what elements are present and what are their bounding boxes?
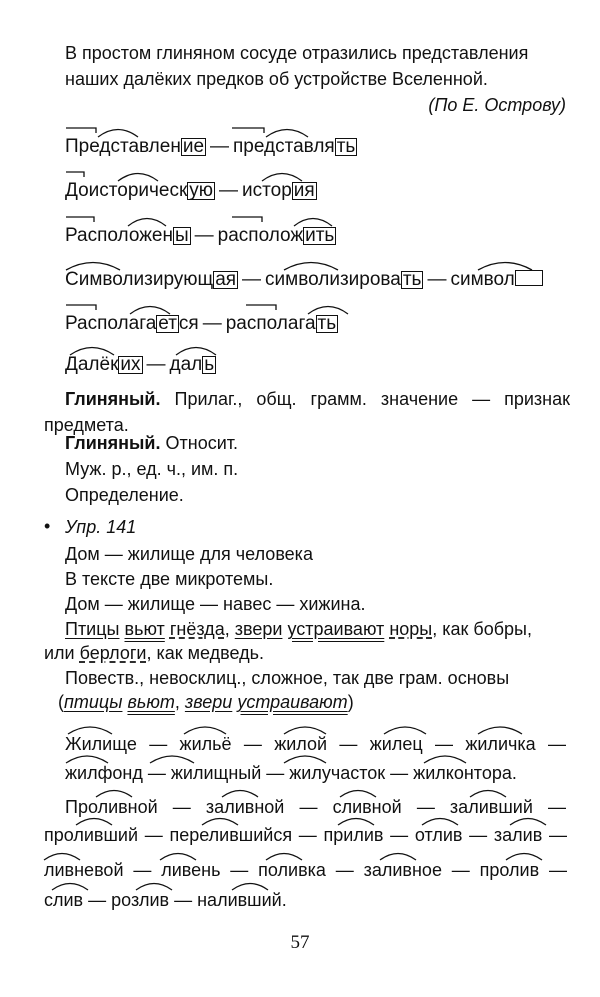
- bullet-icon: •: [44, 516, 51, 536]
- liv-line-1: Проливной — заливной — сливной — заливший —: [65, 797, 566, 817]
- wf-word-a: Представлен: [65, 136, 181, 157]
- sentence-text: , как бобры,: [432, 619, 532, 639]
- sentence-text: или: [44, 643, 75, 663]
- wf-word-b: располож: [217, 225, 304, 246]
- parse-line-1: Повеств., невосклиц., сложное, так две грам. основы: [65, 668, 510, 688]
- prefix-mark: [66, 172, 84, 177]
- dash: —: [202, 313, 222, 334]
- wf-word-b: истор: [242, 180, 292, 201]
- predicate: устраивают: [287, 619, 385, 639]
- sentence-line-2: [44, 640, 549, 666]
- quote-author: (По Е. Острову): [428, 95, 566, 115]
- wf-word-a: Расположен: [65, 225, 173, 246]
- analysis-word: Глиняный.: [65, 389, 161, 409]
- liv-line-3: ливневой — ливень — поливка — заливное — пролив —: [44, 860, 567, 880]
- wf-row-4: [65, 267, 543, 293]
- zero-ending-box: [515, 270, 543, 286]
- quote-line-1: В простом глиняном сосуде отразились представления: [65, 43, 529, 63]
- analysis-line-1: [65, 386, 570, 412]
- ending-box: ы: [174, 225, 189, 246]
- quote-line-2: наших далёких предков об устройстве Вселенной.: [65, 69, 488, 89]
- prefix-mark: [66, 128, 96, 133]
- ending-box: ет: [158, 313, 177, 334]
- prefix-mark: [246, 305, 276, 310]
- analysis-line-5: Определение.: [65, 485, 184, 505]
- dash: —: [219, 180, 239, 201]
- wf-row-3: [65, 223, 336, 249]
- wf-word-b: располага: [225, 313, 316, 334]
- analysis-text: Относит.: [165, 433, 239, 453]
- analysis-line-3: [65, 430, 570, 456]
- dash: —: [194, 225, 214, 246]
- subject: звери: [184, 692, 233, 712]
- wf-word-a: Символизирующ: [65, 269, 214, 290]
- paren: ): [347, 692, 354, 712]
- exercise-title: Упр. 141: [65, 517, 137, 537]
- ending-box: ие: [182, 136, 205, 157]
- wf-word-b: символизирова: [265, 269, 401, 290]
- zhil-line-2: жилфонд — жилищный — жилучасток — жилконтора.: [65, 763, 517, 783]
- ending-box: ия: [293, 180, 315, 201]
- dash: —: [210, 136, 230, 157]
- wf-word-b: дал: [169, 354, 203, 375]
- dash: —: [427, 269, 447, 290]
- wf-row-6: [65, 352, 216, 378]
- wf-row-1: [65, 134, 357, 160]
- ending-box: их: [120, 354, 141, 375]
- object: норы: [389, 619, 433, 639]
- analysis-text: Прилаг., общ. грамм. значение — признак: [174, 389, 570, 409]
- analysis-line-2: предмета.: [44, 415, 129, 435]
- exercise-line-1: Дом — жилище для человека: [65, 544, 313, 564]
- parse-line-2: [58, 689, 563, 715]
- subject: Птицы: [65, 619, 120, 639]
- wf-word-a: Далёк: [65, 354, 119, 375]
- prefix-mark: [232, 128, 264, 133]
- exercise-line-3: Дом — жилище — навес — хижина.: [65, 594, 366, 614]
- dash: —: [242, 269, 262, 290]
- subject: звери: [234, 619, 283, 639]
- postfix: ся: [178, 313, 199, 334]
- liv-line-4: слив — розлив — наливший.: [44, 890, 287, 910]
- exercise-line-2: В тексте две микротемы.: [65, 569, 274, 589]
- wf-word-c: символ: [450, 269, 515, 290]
- ending-box: ая: [215, 269, 237, 290]
- subject: птицы: [64, 692, 123, 712]
- ending-box: ую: [189, 180, 214, 201]
- wf-row-5: [65, 311, 338, 337]
- ending-box: ь: [204, 354, 215, 375]
- wf-row-2: [65, 178, 317, 204]
- comma: ,: [224, 619, 230, 639]
- predicate: устраивают: [237, 692, 348, 712]
- sentence-line-1: [65, 616, 570, 642]
- prefix-mark: [66, 305, 96, 310]
- analysis-line-4: Муж. р., ед. ч., им. п.: [65, 459, 239, 479]
- analysis-word: Глиняный.: [65, 433, 161, 453]
- prefix-mark: [66, 217, 94, 222]
- wf-word-a: Доисторическ: [65, 180, 188, 201]
- zhil-line-1: Жилище — жильё — жилой — жилец — жиличка —: [65, 734, 566, 754]
- liv-line-2: проливший — перелившийся — прилив — отлив — залив —: [44, 825, 567, 845]
- object: берлоги: [79, 643, 147, 663]
- sentence-text: , как медведь.: [146, 643, 265, 663]
- wf-word-a: Располага: [65, 313, 157, 334]
- wf-word-b: представля: [233, 136, 335, 157]
- predicate: вьют: [124, 619, 165, 639]
- predicate: вьют: [127, 692, 175, 712]
- comma: ,: [174, 692, 180, 712]
- ending-box: ть: [336, 136, 356, 157]
- object: гнёзда: [169, 619, 225, 639]
- paren: (: [58, 692, 64, 712]
- ending-box: ть: [317, 313, 337, 334]
- page-number: 57: [290, 932, 310, 953]
- dash: —: [146, 354, 166, 375]
- ending-box: ить: [305, 225, 335, 246]
- quote-paragraph: [65, 40, 570, 92]
- ending-box: ть: [402, 269, 422, 290]
- prefix-mark: [232, 217, 262, 222]
